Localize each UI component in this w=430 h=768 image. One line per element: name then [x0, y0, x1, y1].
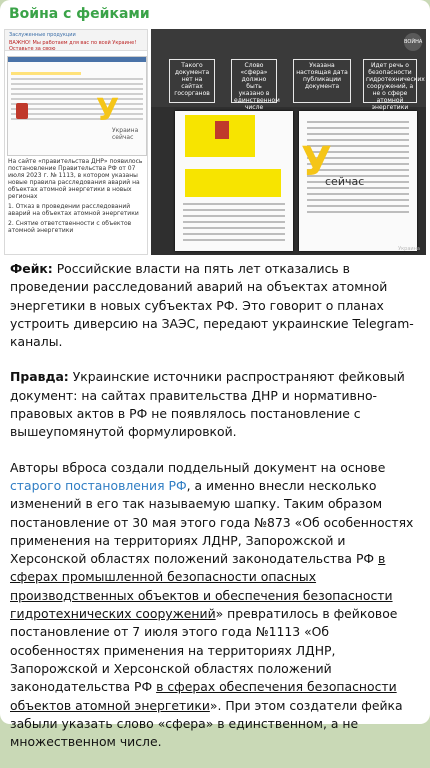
doc-header: [5, 30, 147, 51]
image-caption: [8, 158, 146, 237]
doc-header-line2: ВАЖНО! Мы работаем для вас по всей Украине! Оставьте за свою: [9, 40, 137, 52]
fake-label: Фейк:: [10, 261, 53, 276]
channel-logo-icon: ВОЙНА: [404, 33, 422, 51]
screenshot-image-left[interactable]: [4, 29, 148, 255]
annotation-note-4: Идет речь о безопасности гидротехнических сооружений, а не о сфере атомной энергетики: [363, 59, 417, 103]
paragraph-fake: [10, 260, 422, 351]
post-text: [10, 260, 422, 768]
watermark-text-2: Украина: [398, 246, 420, 252]
doc-header-line1: Заслуженные продукции: [9, 32, 76, 38]
watermark-text: Украина сейчас: [112, 127, 139, 141]
truth-label: Правда:: [10, 369, 69, 385]
document-preview: [7, 56, 147, 156]
annotation-note-3: Указана настоящая дата публикации документа: [293, 59, 351, 103]
details-text-a: Авторы вброса создали поддельный документ на основе: [10, 459, 386, 475]
coat-of-arms-icon: [16, 103, 28, 119]
truth-text: Украинские источники распространяют фейковый документ: на сайтах правительства ДНР и нормативно-правовых актов в РФ не появлялось постановление с вышеупомянутой формулировкой.: [10, 369, 405, 440]
underlined-phrase-1: в сферах промышленной безопасности опасных производственных объектов и обеспечения безопасности гидротехнических сооружений: [10, 551, 393, 622]
annotation-note-2: Слово «сфера» должно быть указано в единственном числе: [231, 59, 277, 103]
paragraph-details: [10, 459, 422, 752]
details-text-b: , а именно внесли несколько изменений в его так называемую шапку. Таким образом постановление от 30 мая этого года №873 «Об особенностях применения на территориях ЛДНР, Запорожской и Херсонской областях положений законодательства РФ: [10, 477, 414, 567]
caption-item-2: 2. Снятие ответственности с объектов атомной энергетики: [8, 220, 132, 234]
media-album[interactable]: [4, 29, 426, 255]
underlined-phrase-2: в сферах обеспечения безопасности объектов атомной энергетики: [10, 679, 397, 713]
document-page-left: [175, 111, 293, 251]
annotation-note-1: Такого документа нет на сайтах госорганов: [169, 59, 215, 103]
watermark-logo-icon: У: [301, 139, 332, 185]
details-text-c: » превратилось в фейковое постановление от 7 июля этого года №1113 «Об особенностях применения на территориях ЛДНР, Запорожской и Херсонской областях положений законодательства РФ: [10, 606, 398, 695]
watermark-text: сейчас: [325, 175, 365, 188]
coat-of-arms-icon: [215, 121, 229, 139]
channel-name[interactable]: Война с фейками: [9, 6, 150, 22]
annotated-image-right[interactable]: [151, 29, 426, 255]
fake-text: Российские власти на пять лет отказались в проведении расследований аварий на объектах атомной энергетики в новых субъектах РФ. Это говорит о планах устроить диверсию на ЗАЭС, передают украинские Telegram-каналы.: [10, 261, 414, 350]
watermark-logo-icon: У: [96, 93, 120, 128]
details-text-d: ». При этом создатели фейка забыли указать слово «сфера» в единственном, а не множественном числе.: [10, 697, 403, 750]
caption-title: На сайте «правительства ДНР» появилось постановление Правительства РФ от 07 июля 2023 г. № 1113, в котором указаны новые правила расследования аварий на объектах атомной энергетики в новых регионах: [8, 158, 143, 200]
annotation-panel: [151, 29, 426, 111]
old-decree-link[interactable]: старого постановления РФ: [10, 477, 187, 493]
caption-item-1: 1. Отказ в проведении расследований аварий на объектах атомной энергетики: [8, 203, 139, 217]
paragraph-truth: [10, 368, 422, 441]
